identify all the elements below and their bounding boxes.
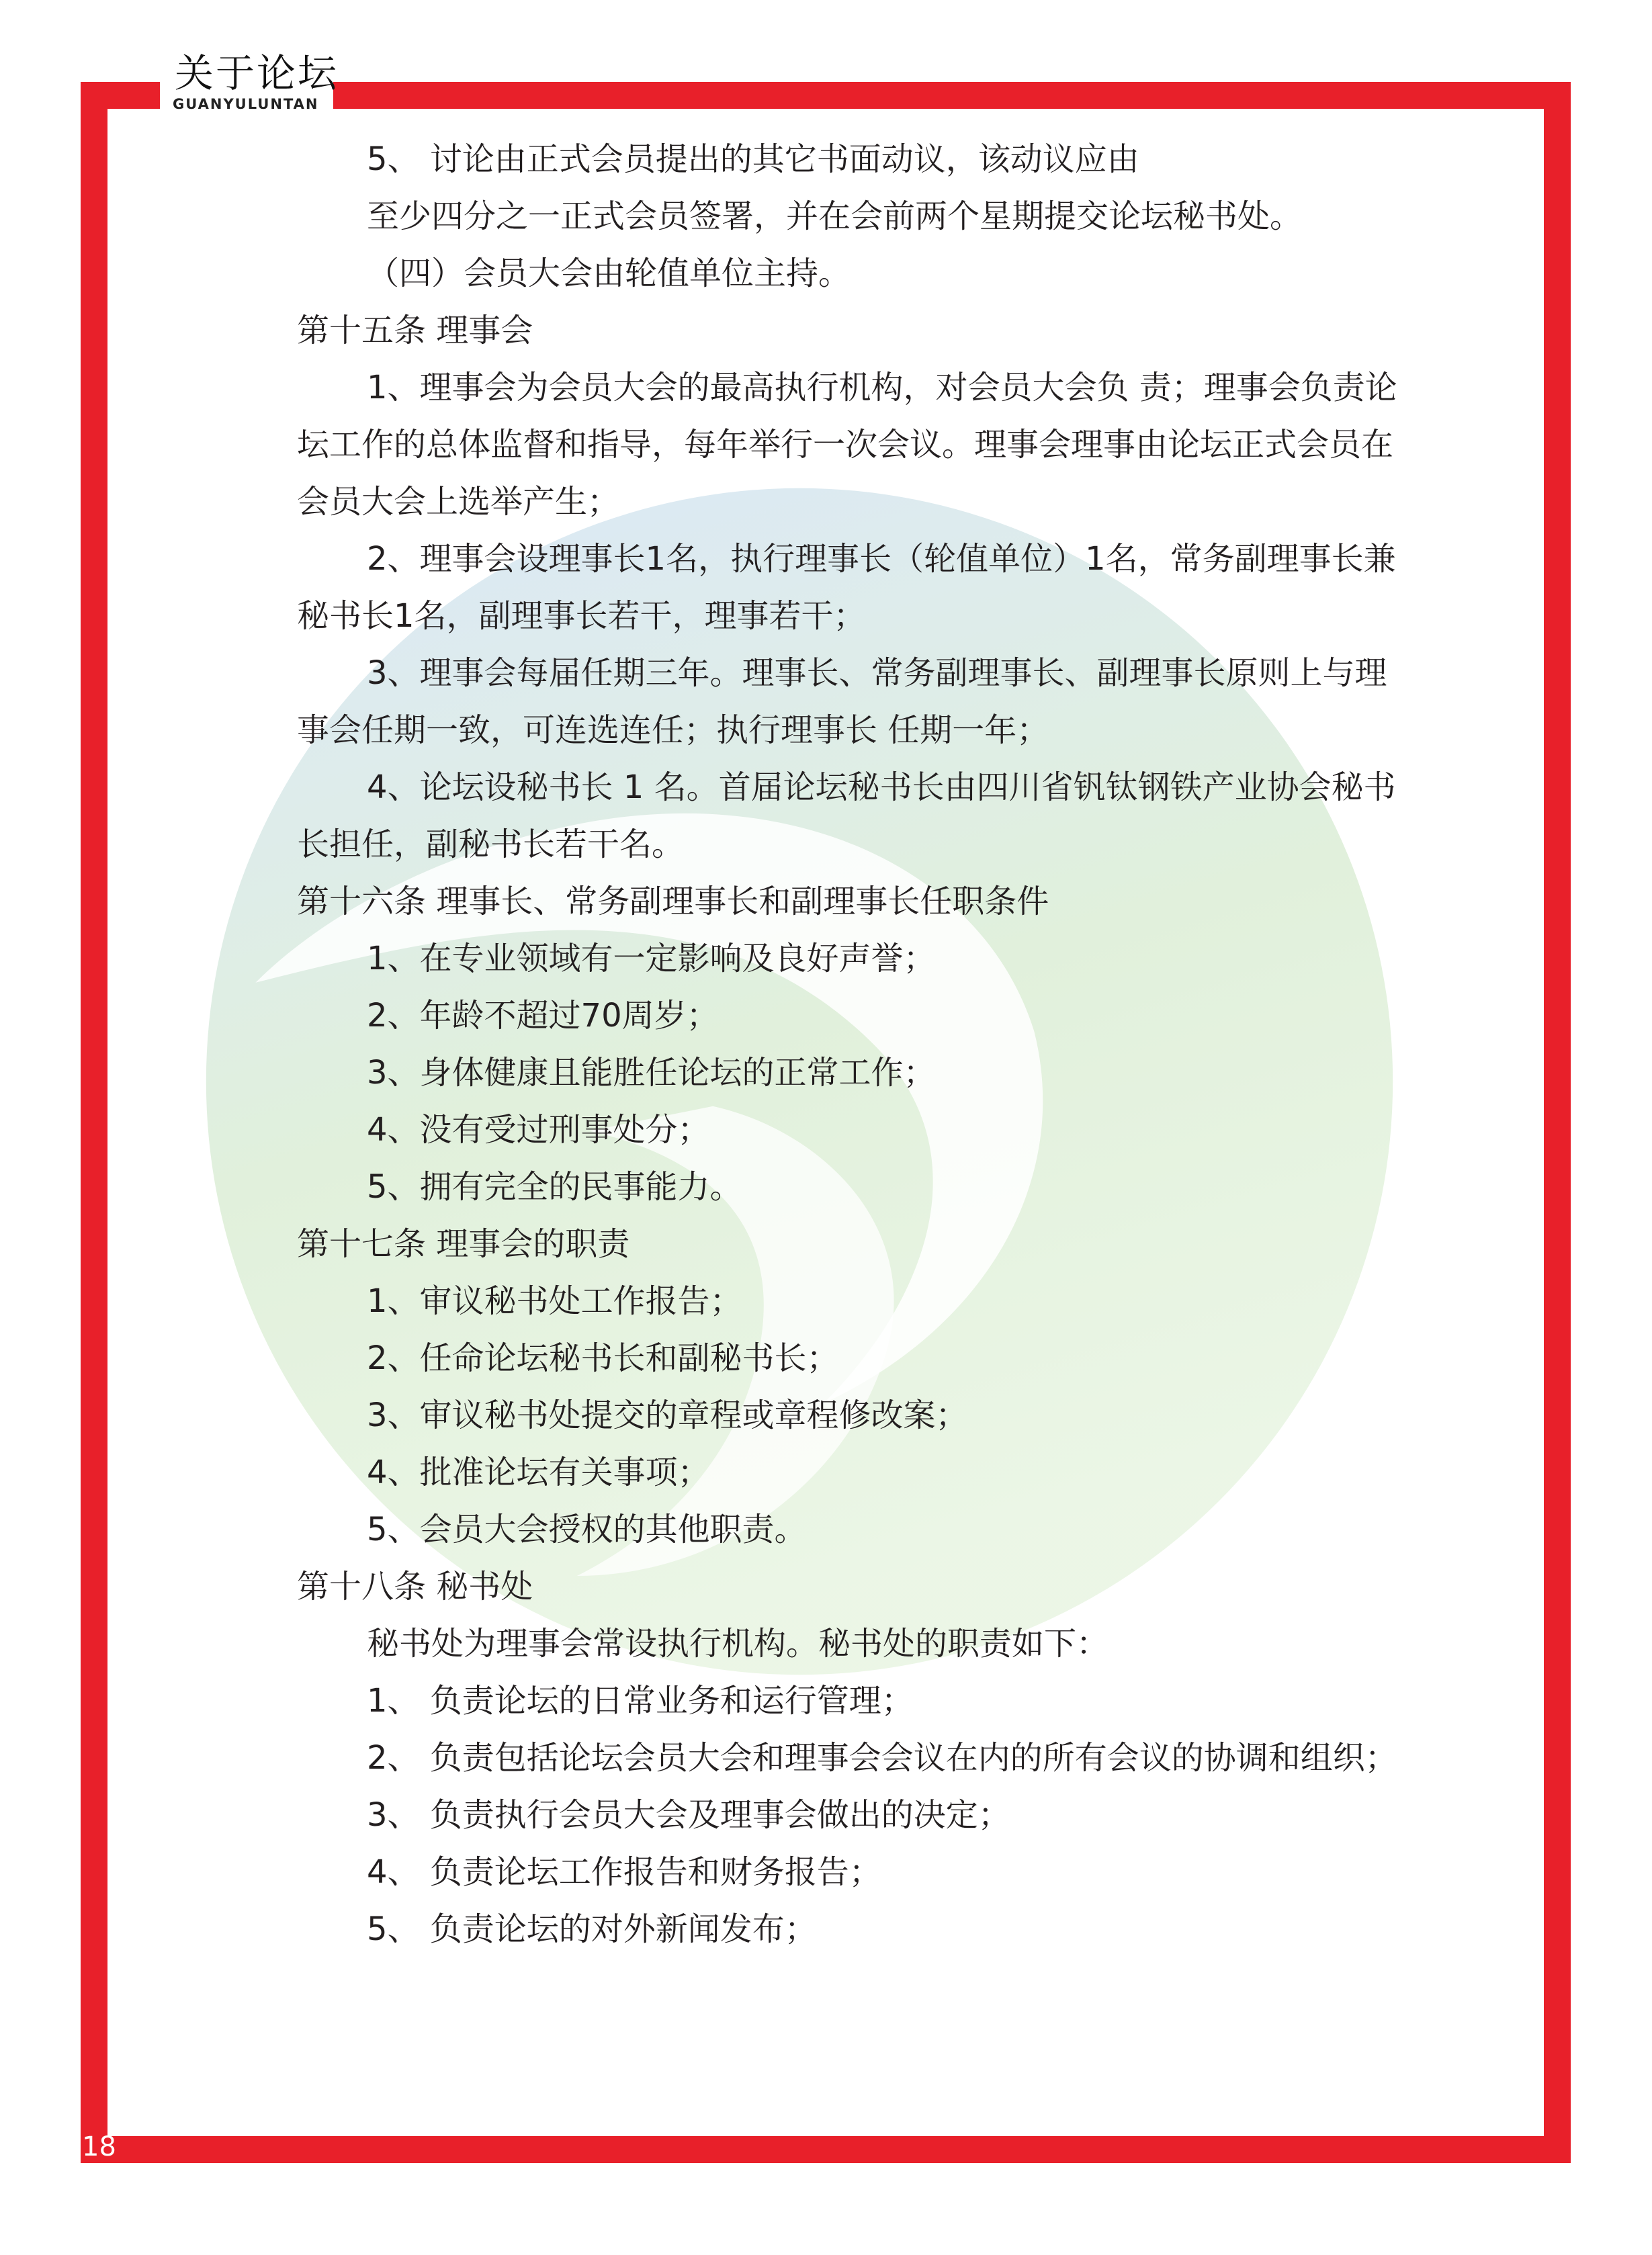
list-item: 2、任命论坛秘书长和副秘书长；: [367, 1339, 839, 1377]
page-number: 18: [82, 2131, 116, 2162]
article-heading: 第十八条 秘书处: [297, 1568, 533, 1605]
list-item: 2、年龄不超过70周岁；: [367, 997, 719, 1034]
paragraph: 1、理事会为会员大会的最高执行机构，对会员大会负 责；理事会负责论坛工作的总体监督和指导，每年举行一次会议。理事会理事由论坛正式会员在会员大会上选举产生；: [297, 369, 1397, 521]
list-item: 1、在专业领域有一定影响及良好声誉；: [367, 940, 936, 977]
paragraph: （四）会员大会由轮值单位主持。: [367, 255, 851, 292]
list-item: 3、身体健康且能胜任论坛的正常工作；: [367, 1054, 936, 1092]
paragraph: 5、 讨论由正式会员提出的其它书面动议，该动议应由: [367, 140, 1139, 178]
list-item: 2、 负责包括论坛会员大会和理事会会议在内的所有会议的协调和组织；: [367, 1739, 1397, 1777]
list-item: 4、没有受过刑事处分；: [367, 1111, 710, 1149]
article-heading: 第十五条 理事会: [297, 312, 533, 349]
section-title: 关于论坛: [175, 50, 339, 96]
paragraph: 2、理事会设理事长1名，执行理事长（轮值单位）1名，常务副理事长兼秘书长1名，副理事长若干，理事若干；: [297, 540, 1396, 635]
section-subtitle: GUANYULUNTAN: [173, 96, 319, 112]
paragraph: 至少四分之一正式会员签署，并在会前两个星期提交论坛秘书处。: [367, 197, 1303, 235]
list-item: 4、 负责论坛工作报告和财务报告；: [367, 1853, 881, 1891]
list-item: 5、会员大会授权的其他职责。: [367, 1511, 807, 1548]
list-item: 5、 负责论坛的对外新闻发布；: [367, 1910, 817, 1948]
list-item: 4、批准论坛有关事项；: [367, 1454, 710, 1491]
list-item: 1、审议秘书处工作报告；: [367, 1282, 742, 1320]
list-item: 3、 负责执行会员大会及理事会做出的决定；: [367, 1796, 1010, 1834]
list-item: 5、拥有完全的民事能力。: [367, 1168, 742, 1206]
article-heading: 第十六条 理事长、常务副理事长和副理事长任职条件: [297, 883, 1049, 920]
article-heading: 第十七条 理事会的职责: [297, 1225, 630, 1263]
body-text: [297, 131, 1399, 1958]
paragraph: 秘书处为理事会常设执行机构。秘书处的职责如下：: [367, 1625, 1109, 1663]
list-item: 3、审议秘书处提交的章程或章程修改案；: [367, 1397, 968, 1434]
paragraph: 4、论坛设秘书长 1 名。首届论坛秘书长由四川省钒钛钢铁产业协会秘书长担任，副秘书长若干名。: [297, 768, 1396, 863]
paragraph: 3、理事会每届任期三年。理事长、常务副理事长、副理事长原则上与理事会任期一致，可连选连任；执行理事长 任期一年；: [297, 654, 1387, 749]
list-item: 1、 负责论坛的日常业务和运行管理；: [367, 1682, 914, 1720]
